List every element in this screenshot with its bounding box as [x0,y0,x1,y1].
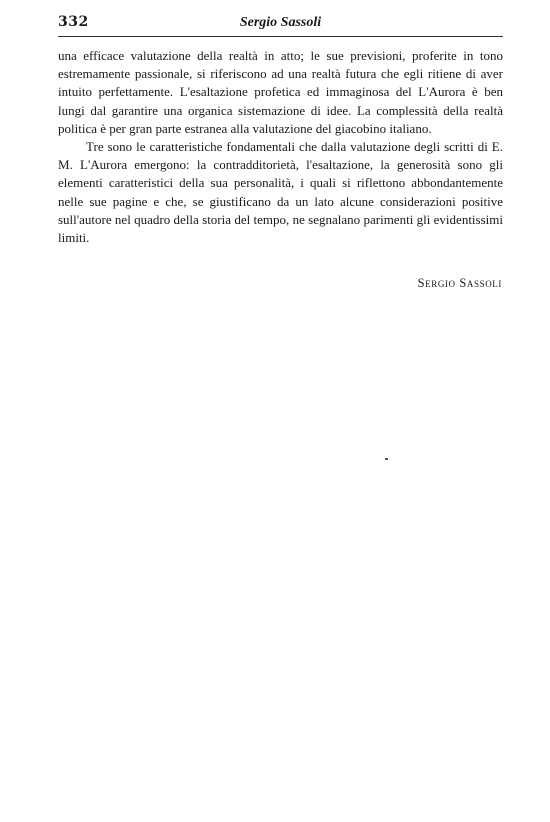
running-head [58,14,503,38]
page-number: 332 [58,14,89,30]
paragraph-2: Tre sono le caratteristiche fondamentali che dalla valutazione degli scritti di E. M. L'Aurora emergono: la contradditorietà, l'esaltazione, la generosità sono gli elementi caratteristici della sua personalità, i quali si riflettono abbondantemente nelle sue pagine e che, se giustificano da un lato alcune considerazioni positive sull'autore nel quadro della storia del tempo, ne segnalano parimenti gli evidentissimi limiti. [58,139,503,246]
print-speck [385,458,388,460]
body-text [58,47,503,247]
header-rule [58,36,503,37]
paragraph-1: una efficace valutazione della realtà in atto; le sue previsioni, proferite in tono estremamente passionale, si riferiscono ad una realtà futura che egli ritiene di aver intuito perfettamente. L'esaltazione profetica ed immaginosa del L'Aurora è ben lungi dal garantire una organica sistemazione di idee. La complessità della realtà politica è per gran parte estranea alla valutazione del giacobino italiano. [58,48,503,136]
author-signature: Sergio Sassoli [417,276,502,290]
running-title: Sergio Sassoli [239,15,322,30]
